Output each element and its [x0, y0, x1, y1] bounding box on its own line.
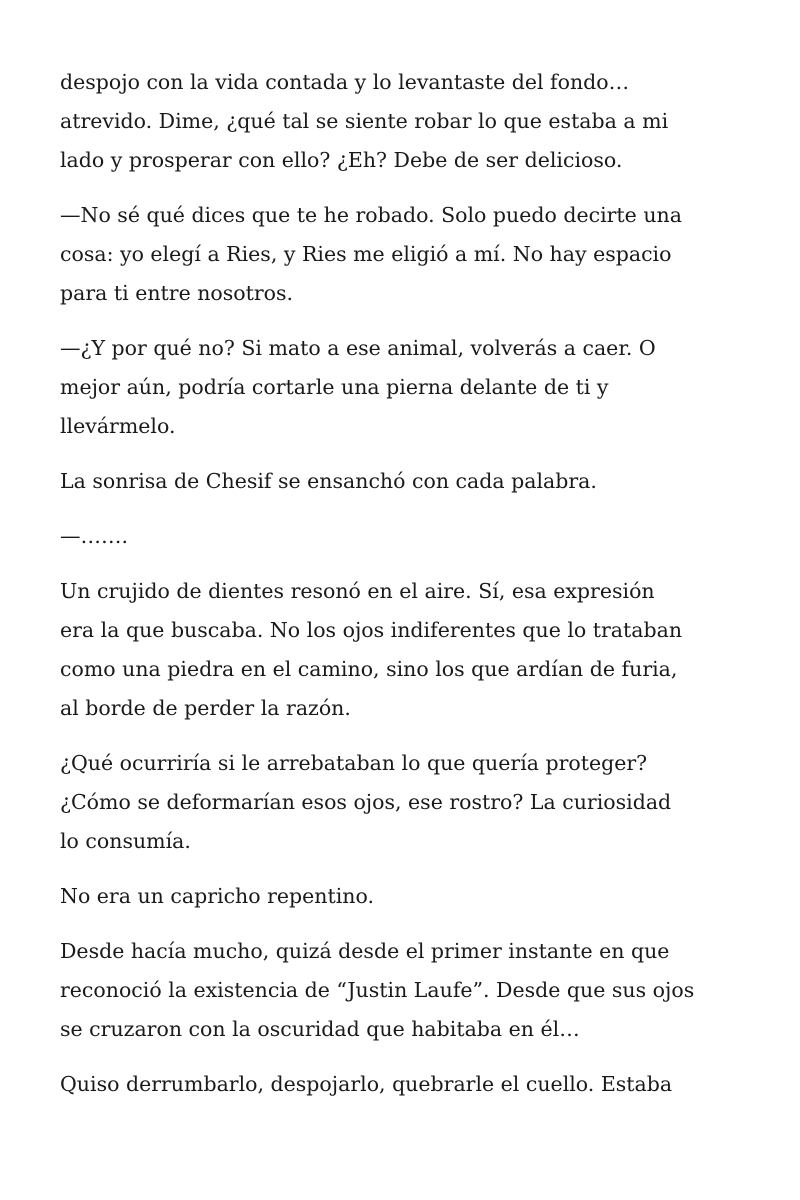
paragraph-1: [60, 63, 740, 180]
text-line: ¿Cómo se deformarían esos ojos, ese rostro? La curiosidad: [60, 790, 672, 814]
text-line: despojo con la vida contada y lo levantaste del fondo…: [60, 70, 630, 94]
paragraph-6: [60, 572, 740, 728]
paragraph-4: [60, 462, 740, 501]
text-line: lado y prosperar con ello? ¿Eh? Debe de ser delicioso.: [60, 148, 623, 172]
text-line: —No sé qué dices que te he robado. Solo puedo decirte una: [60, 203, 682, 227]
text-line: —…….: [60, 524, 129, 548]
paragraph-8: [60, 877, 740, 916]
text-line: se cruzaron con la oscuridad que habitaba en él…: [60, 1017, 580, 1041]
text-line: mejor aún, podría cortarle una pierna delante de ti y: [60, 375, 609, 399]
text-line: atrevido. Dime, ¿qué tal se siente robar lo que estaba a mi: [60, 109, 669, 133]
text-line: llevármelo.: [60, 414, 176, 438]
text-line: —¿Y por qué no? Si mato a ese animal, volverás a caer. O: [60, 336, 656, 360]
text-line: para ti entre nosotros.: [60, 281, 294, 305]
paragraph-7: [60, 744, 740, 861]
text-line: al borde de perder la razón.: [60, 696, 351, 720]
text-line: Un crujido de dientes resonó en el aire. Sí, esa expresión: [60, 579, 655, 603]
text-line: cosa: yo elegí a Ries, y Ries me eligió a mí. No hay espacio: [60, 242, 672, 266]
paragraph-2: [60, 196, 740, 313]
paragraph-10: [60, 1065, 740, 1104]
paragraph-3: [60, 329, 740, 446]
text-line: era la que buscaba. No los ojos indiferentes que lo trataban: [60, 618, 683, 642]
text-line: Quiso derrumbarlo, despojarlo, quebrarle el cuello. Estaba: [60, 1072, 673, 1096]
text-line: ¿Qué ocurriría si le arrebataban lo que quería proteger?: [60, 751, 648, 775]
text-line: reconoció la existencia de “Justin Laufe”. Desde que sus ojos: [60, 978, 695, 1002]
text-line: Desde hacía mucho, quizá desde el primer instante en que: [60, 939, 670, 963]
text-line: lo consumía.: [60, 829, 191, 853]
paragraph-5: [60, 517, 740, 556]
text-line: como una piedra en el camino, sino los que ardían de furia,: [60, 657, 678, 681]
paragraph-9: [60, 932, 740, 1049]
text-line: No era un capricho repentino.: [60, 884, 374, 908]
text-line: La sonrisa de Chesif se ensanchó con cada palabra.: [60, 469, 597, 493]
